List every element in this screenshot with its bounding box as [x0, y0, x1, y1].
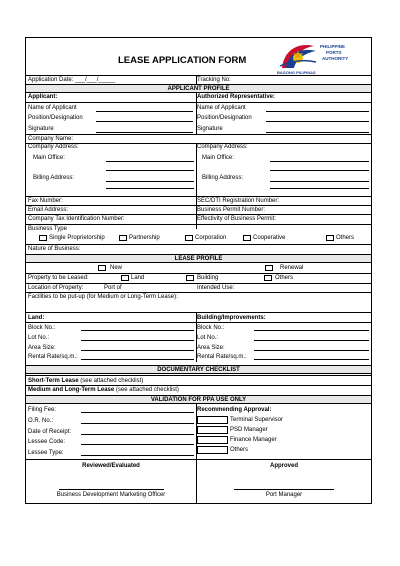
land-area-input[interactable]	[81, 350, 194, 351]
nature-field[interactable]: Nature of Business:	[28, 246, 81, 252]
land-rate-label: Rental Rate/sq.m.:	[28, 354, 78, 360]
partnership-label: Partnership	[129, 235, 160, 241]
corporation-label: Corporation	[195, 235, 227, 241]
rep-billing-address-label: Billing Address:	[202, 175, 244, 181]
land-area-label: Area Size:	[28, 345, 56, 351]
rep-position-input[interactable]	[266, 121, 369, 122]
land-lot-input[interactable]	[81, 340, 194, 341]
corporation-checkbox[interactable]	[185, 235, 193, 241]
rep-main-office-input-2[interactable]	[270, 170, 369, 171]
permit-field[interactable]: Business Permit Number:	[197, 207, 266, 213]
sole-prop-checkbox[interactable]	[39, 235, 47, 241]
reviewed-heading: Reviewed/Evaluated	[82, 463, 140, 469]
bldg-rate-input[interactable]	[254, 359, 369, 360]
approver-title: Port Manager	[265, 492, 303, 498]
applicant-name-input[interactable]	[96, 111, 193, 112]
filing-fee-input[interactable]	[81, 412, 194, 413]
land-checkbox[interactable]	[121, 275, 129, 281]
cooperative-label: Cooperative	[253, 235, 286, 241]
reviewer-signature-line[interactable]	[59, 489, 164, 490]
rep-name-input[interactable]	[266, 111, 369, 112]
psd-manager-label: PSD Manager	[230, 427, 268, 433]
documentary-checklist-band: DOCUMENTARY CHECKLIST	[26, 365, 371, 374]
company-address-label: Company Address:	[28, 144, 79, 150]
land-rate-input[interactable]	[81, 359, 194, 360]
reviewer-title: Business Development Marketing Officer	[56, 492, 166, 498]
bldg-lot-label: Lot No.:	[197, 335, 219, 341]
rep-signature-input[interactable]	[266, 132, 369, 133]
building-option-label: Building	[197, 275, 219, 281]
billing-address-label: Billing Address:	[33, 175, 75, 181]
land-lot-label: Lot No.:	[28, 335, 50, 341]
tracking-no-field[interactable]: Tracking No:	[197, 77, 231, 83]
bldg-lot-input[interactable]	[254, 340, 369, 341]
main-office-input-2[interactable]	[106, 170, 194, 171]
tin-field[interactable]: Company Tax Identification Number:	[28, 216, 125, 222]
lessee-type-input[interactable]	[81, 455, 194, 456]
bldg-area-label: Area Size:	[197, 345, 225, 351]
fax-field[interactable]: Fax Number:	[28, 198, 63, 204]
renewal-label: Renewal	[280, 265, 304, 271]
applicant-position-label: Position/Designation	[28, 115, 83, 121]
short-term-item[interactable]: Short-Term Lease (see attached checklist)	[28, 378, 144, 384]
others-type-checkbox[interactable]	[326, 235, 334, 241]
rep-billing-address-input-2[interactable]	[270, 188, 369, 189]
email-field[interactable]: Email Address:	[28, 207, 69, 213]
intended-use-field[interactable]: Intended Use:	[197, 285, 235, 291]
property-label: Property to be Leased:	[28, 275, 89, 281]
rep-signature-label: Signature	[197, 126, 223, 132]
logo-tagline: BAGONG PILIPINAS	[277, 70, 316, 75]
lessee-code-label: Lessee Code:	[28, 439, 66, 445]
facilities-field[interactable]: Facilities to be put-up (for Medium or Long-Term Lease):	[28, 294, 178, 300]
applicant-name-label: Name of Applicant	[28, 105, 77, 111]
applicant-position-input[interactable]	[96, 121, 193, 122]
building-heading: Building/Improvements:	[197, 315, 266, 321]
terminal-supervisor-label: Terminal Supervisor	[230, 417, 284, 423]
applicant-signature-label: Signature	[28, 126, 54, 132]
applicant-heading: Applicant:	[28, 94, 58, 100]
billing-address-input[interactable]	[106, 181, 194, 182]
others-approval-box[interactable]	[197, 446, 228, 454]
company-name-field[interactable]: Company Name:	[28, 136, 74, 142]
others-type-label: Others	[336, 235, 355, 241]
land-block-label: Block No.:	[28, 325, 56, 331]
applicant-profile-band: APPLICANT PROFILE	[26, 84, 371, 93]
logo-text-2: PORTS	[326, 50, 342, 55]
renewal-checkbox[interactable]	[265, 265, 273, 271]
finance-manager-box[interactable]	[197, 436, 228, 444]
lease-profile-band: LEASE PROFILE	[26, 254, 371, 263]
approved-heading: Approved	[269, 463, 298, 469]
date-receipt-label: Date of Receipt:	[28, 429, 72, 435]
others-approval-label: Others	[230, 447, 249, 453]
finance-manager-label: Finance Manager	[230, 437, 277, 443]
application-date-field[interactable]: Application Date: ___/___/_____	[28, 77, 116, 83]
or-no-label: O.R. No.:	[28, 418, 54, 424]
rep-main-office-label: Main Office:	[202, 155, 234, 161]
authorized-rep-heading: Authorized Representative:	[197, 94, 276, 100]
medium-long-term-item[interactable]: Medium and Long-Term Lease (see attached checklist)	[28, 387, 179, 393]
bldg-block-input[interactable]	[254, 330, 369, 331]
applicant-signature-input[interactable]	[96, 132, 193, 133]
logo-text-3: AUTHORITY	[322, 56, 349, 61]
rep-company-address-label: Company Address:	[197, 144, 248, 150]
land-block-input[interactable]	[81, 330, 194, 331]
effectivity-field[interactable]: Effectivity of Business Permit:	[197, 216, 276, 222]
new-checkbox[interactable]	[98, 265, 106, 271]
building-checkbox[interactable]	[186, 275, 194, 281]
filing-fee-label: Filing Fee:	[28, 407, 57, 413]
business-type-label: Business Type	[28, 226, 67, 232]
bldg-area-input[interactable]	[254, 350, 369, 351]
rep-main-office-input[interactable]	[270, 161, 369, 162]
land-option-label: Land	[131, 275, 145, 281]
rep-billing-address-input[interactable]	[270, 181, 369, 182]
sole-prop-label: Single Proprietorship	[49, 235, 105, 241]
new-label: New	[110, 265, 123, 271]
psd-manager-box[interactable]	[197, 426, 228, 434]
approver-signature-line[interactable]	[234, 489, 334, 490]
others-property-checkbox[interactable]	[264, 275, 272, 281]
terminal-supervisor-box[interactable]	[197, 416, 228, 424]
bldg-block-label: Block No.:	[197, 325, 225, 331]
location-label: Location of Property:	[28, 285, 84, 291]
or-no-input[interactable]	[81, 423, 194, 424]
rep-position-label: Position/Designation	[197, 115, 252, 121]
sec-field[interactable]: SEC/DTI Registration Number:	[197, 198, 280, 204]
main-office-input[interactable]	[106, 161, 194, 162]
lessee-code-input[interactable]	[81, 444, 194, 445]
main-office-label: Main Office:	[33, 155, 65, 161]
logo-text-1: PHILIPPINE	[320, 44, 346, 49]
billing-address-input-2[interactable]	[106, 188, 194, 189]
rep-name-label: Name of Applicant	[197, 105, 246, 111]
validation-band: VALIDATION FOR PPA USE ONLY	[26, 395, 371, 404]
partnership-checkbox[interactable]	[119, 235, 127, 241]
date-receipt-input[interactable]	[81, 434, 194, 435]
port-of-field[interactable]: Port of	[104, 285, 122, 291]
land-heading: Land:	[28, 315, 45, 321]
cooperative-checkbox[interactable]	[243, 235, 251, 241]
others-property-label: Others	[275, 275, 294, 281]
lessee-type-label: Lessee Type:	[28, 450, 64, 456]
form-title: LEASE APPLICATION FORM	[118, 55, 247, 66]
lease-application-form	[25, 37, 372, 504]
recommending-heading: Recommending Approval:	[197, 407, 272, 413]
bldg-rate-label: Rental Rate/sq.m.:	[197, 354, 247, 360]
